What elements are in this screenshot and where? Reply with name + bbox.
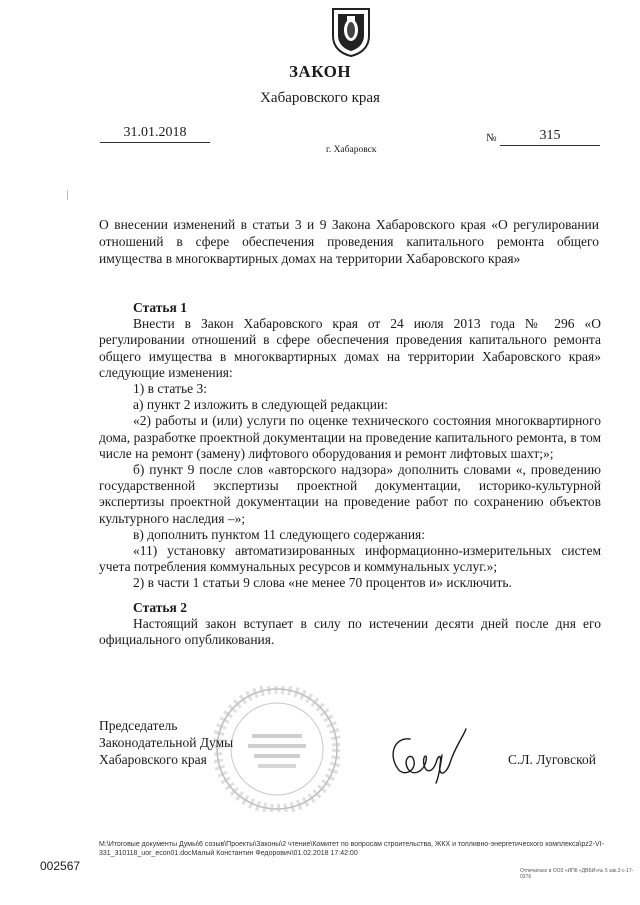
document-number: 315 xyxy=(500,128,600,146)
document-date: 31.01.2018 xyxy=(100,125,210,143)
document-title: ЗАКОН xyxy=(288,62,352,81)
handwritten-signature xyxy=(380,725,470,785)
article-1-paragraph: «2) работы и (или) услуги по оценке технического состояния многоквартирного дома, разработке проектной документации на проведение капитального ремонта, в том числе на ремонт (замену) лифтового оборудования и ремонт лифтовых шахт;»; xyxy=(99,413,601,461)
margin-mark xyxy=(67,190,68,200)
signer-name: С.Л. Луговской xyxy=(508,752,596,767)
article-2-paragraph: Настоящий закон вступает в силу по истечении десяти дней после дня его официального опубликования. xyxy=(99,615,601,648)
law-heading: О внесении изменений в статьи 3 и 9 Закона Хабаровского края «О регулировании отношений в сфере обеспечения проведения капитального ремонта общего имущества в многоквартирных домах на территории Хабаровского края» xyxy=(99,217,599,266)
signer-position: Председатель Законодательной Думы Хабаровского края xyxy=(99,718,234,767)
number-label: № xyxy=(486,132,497,144)
article-1-paragraph: а) пункт 2 изложить в следующей редакции: xyxy=(133,397,388,413)
print-reference: Отпечатано в ОО3 «ИПК «ДВБИ»№ 5 зак.3 с-17-0276 xyxy=(520,868,634,880)
article-1-paragraph: 2) в части 1 статьи 9 слова «не менее 70 процентов и» исключить. xyxy=(133,575,512,591)
article-1-paragraph: 1) в статье 3: xyxy=(133,381,207,397)
document-city: г. Хабаровск xyxy=(326,145,377,155)
article-2-title: Статья 2 xyxy=(133,599,187,615)
article-1-title: Статья 1 xyxy=(133,300,187,315)
registration-number: 002567 xyxy=(40,859,81,873)
article-1-paragraph: б) пункт 9 после слов «авторского надзора» дополнить словами «, проведению государственной экспертизы проектной документации, историко-культурной экспертизы проектной документации на проведение работ по сохранению объектов культурного наследия –»; xyxy=(99,462,601,526)
document-body xyxy=(99,300,601,648)
article-1-paragraph: в) дополнить пунктом 11 следующего содержания: xyxy=(133,526,426,542)
article-1-paragraph: Внести в Закон Хабаровского края от 24 июля 2013 года № 296 «О регулировании отношений в сфере обеспечения проведения капитального ремонта общего имущества в многоквартирных домах на территории Хабаровского края» следующие изменения: xyxy=(99,316,601,380)
file-path-footer: М:\Итоговые документы Думы\6 созыв\Проекты\Законы\2 чтение\Комитет по вопросам строительства, ЖКХ и топливно-энергетического комплекса\pz2-VI-331_310118_uor_econ01.docМалый Константин Федорович\01.02.2018 17:42:00 xyxy=(99,841,604,857)
article-1-paragraph: «11) установку автоматизированных информационно-измерительных систем учета потребления коммунальных ресурсов и коммунальных услуг.»; xyxy=(99,543,601,575)
coat-of-arms-icon xyxy=(330,6,372,58)
document-subtitle: Хабаровского края xyxy=(260,90,380,106)
